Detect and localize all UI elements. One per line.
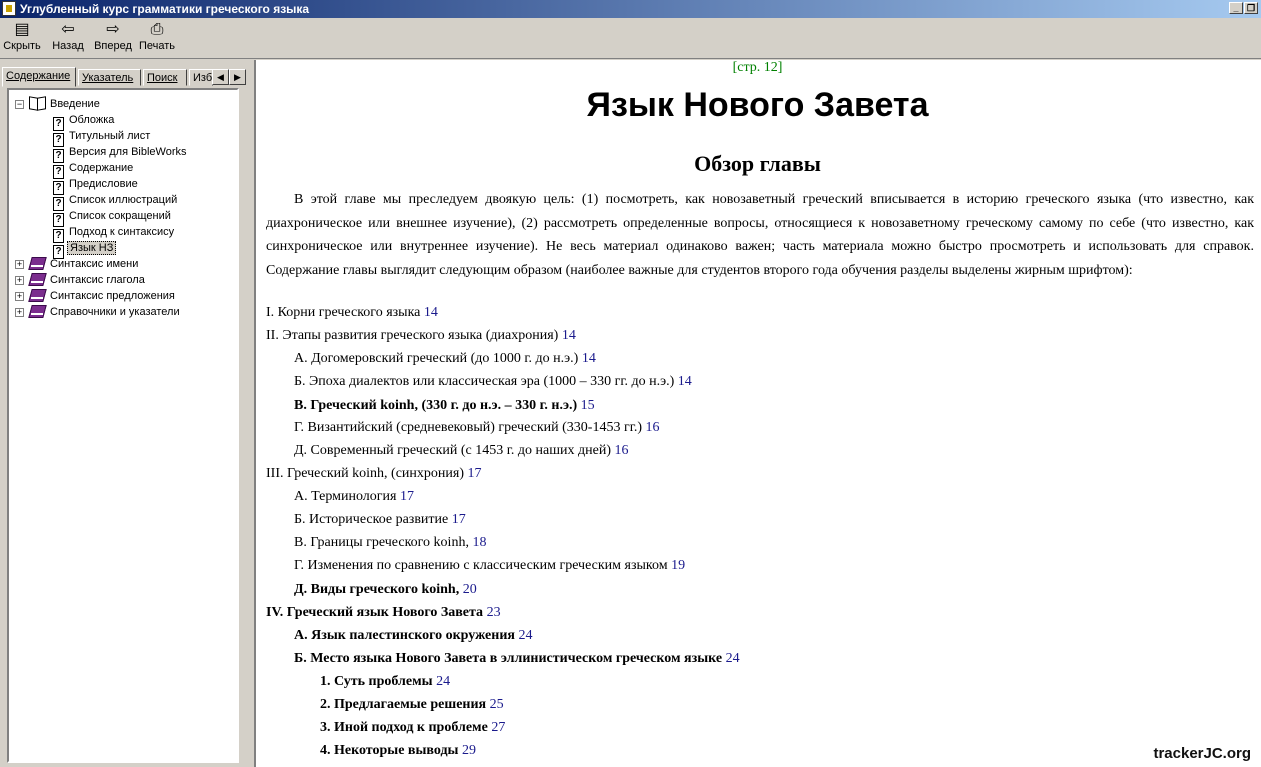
hide-pane-icon: ▤ <box>14 21 30 38</box>
back-button[interactable] <box>48 21 88 52</box>
tree-item-label: Список сокращений <box>69 210 171 222</box>
toc-text: Г. Византийский (средневековый) греческий (330-1453 гг.) <box>294 420 643 435</box>
toc-page-link[interactable]: 24 <box>518 628 533 643</box>
toc-entry[interactable] <box>320 672 450 692</box>
tree-item-label: Предисловие <box>69 178 138 190</box>
toc-entry[interactable] <box>294 372 692 392</box>
print-label: Печать <box>138 40 176 52</box>
toc-page-link[interactable]: 14 <box>423 305 438 320</box>
tree-item-label: Версия для BibleWorks <box>69 146 187 158</box>
tab-favorites[interactable] <box>189 69 213 86</box>
closed-book-icon <box>29 288 45 301</box>
toc-text: Б. Историческое развитие <box>294 512 449 527</box>
closed-book-icon <box>29 272 45 285</box>
toc-page-link[interactable]: 17 <box>467 466 482 481</box>
content-pane <box>254 60 1261 767</box>
help-page-icon: ? <box>53 229 64 243</box>
toc-text: 4. Некоторые выводы <box>320 743 459 758</box>
back-arrow-icon: ⇦ <box>61 21 75 38</box>
toc-page-link[interactable]: 17 <box>399 489 414 504</box>
toc-page-link[interactable]: 23 <box>486 605 501 620</box>
toc-page-link[interactable]: 15 <box>580 398 595 413</box>
tree-item-references[interactable] <box>29 304 182 320</box>
toc-page-link[interactable]: 14 <box>561 328 576 343</box>
toc-entry[interactable] <box>266 603 501 623</box>
toc-entry[interactable] <box>320 718 505 738</box>
tree-item-cover[interactable] <box>53 112 116 128</box>
toc-text: Б. Эпоха диалектов или классическая эра (1000 – 330 гг. до н.э.) <box>294 374 675 389</box>
tab-search-label: Поиск <box>147 72 178 84</box>
toc-text: III. Греческий koinh, (синхрония) <box>266 466 465 481</box>
tree-item-label: Язык НЗ <box>67 241 116 255</box>
tab-search[interactable] <box>143 69 187 86</box>
hide-button[interactable] <box>2 21 42 52</box>
help-page-icon: ? <box>53 181 64 195</box>
toc-entry[interactable] <box>294 487 414 507</box>
tree-item-noun-syntax[interactable] <box>29 256 140 272</box>
tree-item-label: Введение <box>50 98 100 110</box>
toc-page-link[interactable]: 20 <box>462 582 477 597</box>
help-page-icon: ? <box>53 165 64 179</box>
toc-text: 2. Предлагаемые решения <box>320 697 487 712</box>
contents-tree <box>7 88 239 763</box>
toc-text: Д. Виды греческого koinh, <box>294 582 460 597</box>
closed-book-icon <box>29 304 45 317</box>
help-app-icon <box>2 1 16 16</box>
toc-entry[interactable] <box>294 349 596 369</box>
toc-entry[interactable] <box>294 580 477 600</box>
tree-item-label: Список иллюстраций <box>69 194 178 206</box>
hide-label: Скрыть <box>3 40 41 52</box>
help-page-icon: ? <box>53 213 64 227</box>
tab-scroll-right-icon[interactable]: ▶ <box>229 69 246 85</box>
tree-item-illustrations[interactable] <box>53 192 179 208</box>
collapse-toggle-icon[interactable]: − <box>16 99 23 109</box>
toc-entry[interactable] <box>266 303 438 323</box>
toc-entry[interactable] <box>294 649 740 669</box>
title-bar <box>0 0 1261 18</box>
page-reference: [стр. 12] <box>732 60 783 75</box>
toc-text: В. Границы греческого koinh, <box>294 535 469 550</box>
page-title: Язык Нового Завета <box>586 86 929 124</box>
toc-entry[interactable] <box>294 626 532 646</box>
toc-text: I. Корни греческого языка <box>266 305 421 320</box>
tree-item-label: Титульный лист <box>69 130 151 142</box>
toc-entry[interactable] <box>266 326 576 346</box>
nav-tabs <box>2 67 248 87</box>
help-page-icon: ? <box>53 133 64 147</box>
toc-page-link[interactable]: 29 <box>462 743 476 758</box>
navigation-pane <box>0 60 250 767</box>
toc-page-link[interactable]: 14 <box>581 351 596 366</box>
toc-page-link[interactable]: 27 <box>491 720 506 735</box>
toc-page-link[interactable]: 19 <box>671 558 686 573</box>
toc-page-link[interactable]: 16 <box>645 420 660 435</box>
toc-page-link[interactable]: 14 <box>677 374 692 389</box>
help-page-icon: ? <box>53 149 64 163</box>
tree-item-label: Подход к синтаксису <box>69 226 175 238</box>
tree-item-label: Обложка <box>69 114 115 126</box>
print-button[interactable] <box>138 21 176 52</box>
toc-entry[interactable] <box>266 464 482 484</box>
intro-paragraph: В этой главе мы преследуем двоякую цель: (1) посмотреть, как новозаветный греческий вписывается в историю греческого языка (что известно, как диахроническое или внешнее изучение), (2) рассмотреть определенные вопросы, относящиеся к новозаветному греческому самому по себе (что известно, как синхроническое или внутреннее изучение). Не весь материал одинаково важен; часть материала можно быстро просмотреть и использовать для справок. Содержание главы выглядит следующим образом (наиболее важные для студентов второго года обучения разделы выделены жирным шрифтом): <box>266 192 1254 278</box>
tree-item-label: Синтаксис имени <box>50 258 139 270</box>
toc-entry[interactable] <box>320 695 504 715</box>
toc-text: А. Догомеровский греческий (до 1000 г. до н.э.) <box>294 351 579 366</box>
help-page-icon: ? <box>53 117 64 131</box>
expand-toggle-icon[interactable]: + <box>16 259 23 269</box>
tree-item-label: Справочники и указатели <box>50 306 180 318</box>
tree-item-label: Содержание <box>69 162 134 174</box>
help-page-icon: ? <box>53 245 64 259</box>
toc-text: II. Этапы развития греческого языка (диахрония) <box>266 328 559 343</box>
window-title: Углубленный курс грамматики греческого языка <box>20 2 310 16</box>
tab-index[interactable] <box>78 69 141 86</box>
tree-item-abbreviations[interactable] <box>53 208 173 224</box>
help-page-icon: ? <box>53 197 64 211</box>
toc-text: В. Греческий koinh, (330 г. до н.э. – 330 г. н.э.) <box>294 398 578 413</box>
open-book-icon <box>29 96 45 109</box>
watermark: trackerJC.org <box>1153 745 1251 762</box>
tree-item-label: Синтаксис предложения <box>50 290 175 302</box>
tree-item-contents[interactable] <box>53 160 135 176</box>
tree-item-preface[interactable] <box>53 176 140 192</box>
toc-page-link[interactable]: 25 <box>489 697 504 712</box>
toc-page-link[interactable]: 24 <box>725 651 740 666</box>
section-title: Обзор главы <box>694 151 821 176</box>
forward-arrow-icon: ⇨ <box>106 21 120 38</box>
back-label: Назад <box>52 40 84 52</box>
toc-entry[interactable] <box>320 741 476 761</box>
tree-item-bibleworks[interactable] <box>53 144 189 160</box>
expand-toggle-icon[interactable]: + <box>16 275 23 285</box>
toc-text: Б. Место языка Нового Завета в эллинистическом греческом языке <box>294 651 723 666</box>
minimize-button[interactable]: _ <box>1229 2 1243 14</box>
toc-text: Г. Изменения по сравнению с классическим греческим языком <box>294 558 668 573</box>
forward-label: Вперед <box>94 40 132 52</box>
toc-page-link[interactable]: 17 <box>451 512 466 527</box>
toc-entry[interactable] <box>294 556 685 576</box>
tree-item-syntax-approach[interactable] <box>53 224 176 240</box>
tree-item-sentence-syntax[interactable] <box>29 288 177 304</box>
expand-toggle-icon[interactable]: + <box>16 307 23 317</box>
tab-index-label: Указатель <box>82 72 134 84</box>
toc-page-link[interactable]: 16 <box>614 443 629 458</box>
toc-entry[interactable] <box>294 418 660 438</box>
toc-text: А. Терминология <box>294 489 397 504</box>
tab-contents-label: Содержание <box>6 70 71 82</box>
toc-entry[interactable] <box>294 441 629 461</box>
tab-favorites-label: Изб <box>193 72 213 84</box>
tree-item-verb-syntax[interactable] <box>29 272 147 288</box>
toc-text: 1. Суть проблемы <box>320 674 433 689</box>
toc-entry[interactable] <box>294 396 595 416</box>
tree-item-nt-language[interactable] <box>53 240 116 256</box>
forward-button[interactable] <box>92 21 134 52</box>
closed-book-icon <box>29 256 45 269</box>
tab-scroll-left-icon[interactable]: ◀ <box>212 69 229 85</box>
toolbar <box>0 18 1261 59</box>
restore-button[interactable]: ❐ <box>1244 2 1258 14</box>
printer-icon: ⎙ <box>150 21 164 38</box>
toc-text: А. Язык палестинского окружения <box>294 628 515 643</box>
toc-entry[interactable] <box>294 510 466 530</box>
toc-entry[interactable] <box>294 533 486 553</box>
toc-text: IV. Греческий язык Нового Завета <box>266 605 484 620</box>
tree-item-label: Синтаксис глагола <box>50 274 145 286</box>
expand-toggle-icon[interactable]: + <box>16 291 23 301</box>
tree-item-title-page[interactable] <box>53 128 152 144</box>
toc-text: 3. Иной подход к проблеме <box>320 720 488 735</box>
toc-page-link[interactable]: 18 <box>472 535 487 550</box>
toc-text: Д. Современный греческий (с 1453 г. до наших дней) <box>294 443 612 458</box>
tab-contents[interactable] <box>2 67 76 87</box>
tree-item-introduction[interactable] <box>29 96 102 112</box>
toc-page-link[interactable]: 24 <box>436 674 451 689</box>
